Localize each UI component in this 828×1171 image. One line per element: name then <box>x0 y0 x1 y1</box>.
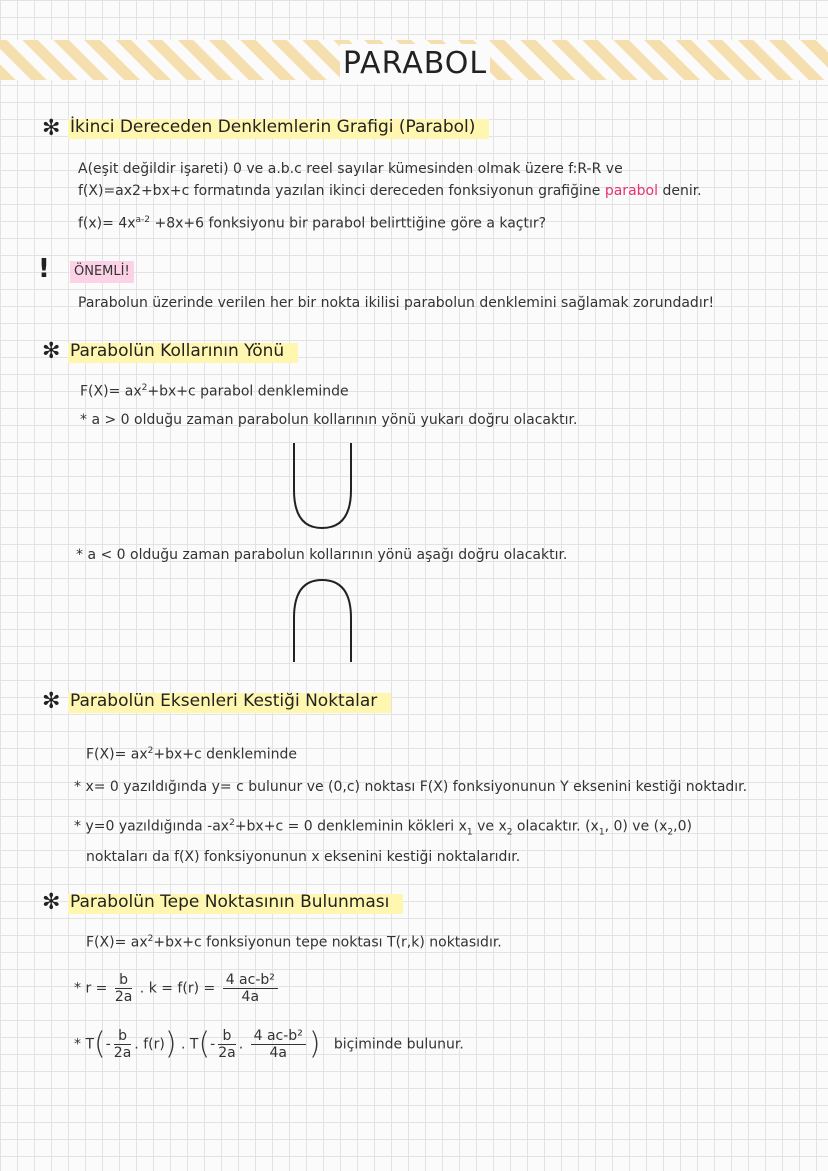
exclamation-icon: ! <box>38 254 50 284</box>
upward-parabola-icon <box>285 440 360 535</box>
sec1-line2: f(X)=ax2+bx+c formatında yazılan ikinci dereceden fonksiyonun grafiğine parabol denir. <box>78 183 702 199</box>
sec4-line1: $F(X)= ax^2+bx+c$ fonksiyonun tepe noktası T(r,k) noktasıdır. <box>86 934 502 951</box>
sec1-line1: A(eşit değildir işareti) 0 ve a.b.c reel sayılar kümesinden olmak üzere f:R-R ve <box>78 161 623 177</box>
section-heading-4: Parabolün Tepe Noktasının Bulunması <box>68 890 403 914</box>
asterisk-icon: ✻ <box>42 689 61 714</box>
onemli-text: Parabolun üzerinde verilen her bir nokta ikilisi parabolun denklemini sağlamak zorundadır! <box>78 295 715 311</box>
asterisk-icon: ✻ <box>42 116 61 141</box>
sec3-line2: * x= 0 yazıldığında y= c bulunur ve (0,c) noktası F(X) fonksiyonunun Y eksenini kestiği noktadır. <box>74 779 748 795</box>
section-heading-2: Parabolün Kollarının Yönü <box>68 339 298 363</box>
sec3-line1: $F(X)= ax^2+bx+c$ denkleminde <box>86 746 298 763</box>
parabol-highlight: parabol <box>604 183 658 199</box>
section-heading-3: Parabolün Eksenleri Kestiği Noktalar <box>68 689 391 713</box>
downward-parabola-icon <box>285 574 360 666</box>
asterisk-icon: ✻ <box>42 890 61 915</box>
sec3-line4: noktaları da f(X) fonksiyonunun x eksenini kestiği noktalarıdır. <box>86 849 521 865</box>
vertex-formula-T: * T(- $\frac{b}{2a}$ . f(r)) . T(- $\frac{b}{2a}$ . $\frac{\text{4 ac-b²}}{4a}$ ) biçiminde bulunur. <box>74 1026 464 1062</box>
asterisk-icon: ✻ <box>42 339 61 364</box>
page-title: PARABOL <box>340 44 490 84</box>
sec2-line1: $F(X)= ax^2+bx+c$ parabol denkleminde <box>80 383 349 400</box>
downward-text: * a < 0 olduğu zaman parabolun kollarının yönü aşağı doğru olacaktır. <box>76 547 568 563</box>
fraction-4ac-b2-over-4a: $\frac{\text{4 ac-b²}}{4a}$ <box>223 972 278 1005</box>
section-heading-1: İkinci Dereceden Denklemlerin Grafigi (Parabol) <box>68 115 489 139</box>
vertex-formula-tail: biçiminde bulunur. <box>333 1036 464 1053</box>
fraction-b-over-2a: $\frac{b}{2a}$ <box>114 972 133 1005</box>
upward-text: * a > 0 olduğu zaman parabolun kollarının yönü yukarı doğru olacaktır. <box>80 412 578 428</box>
onemli-badge: ÖNEMLİ! <box>70 261 134 283</box>
sec3-line3: * y=0 yazıldığında $-ax^2+bx+c = 0$ denkleminin kökleri $x_1$ ve $x_2$ olacaktır. ($x_1$, 0) ve $(x_2,0)$ <box>74 818 692 838</box>
vertex-formula-r-k: * r = $\frac{b}{2a}$ . k = f(r) = $\frac{\text{4 ac-b²}}{4a}$ <box>74 972 281 1005</box>
sec1-line3: $f(x)= 4x^{a-2} +8x+6$ fonksiyonu bir parabol belirttiğine göre a kaçtır? <box>78 215 547 232</box>
